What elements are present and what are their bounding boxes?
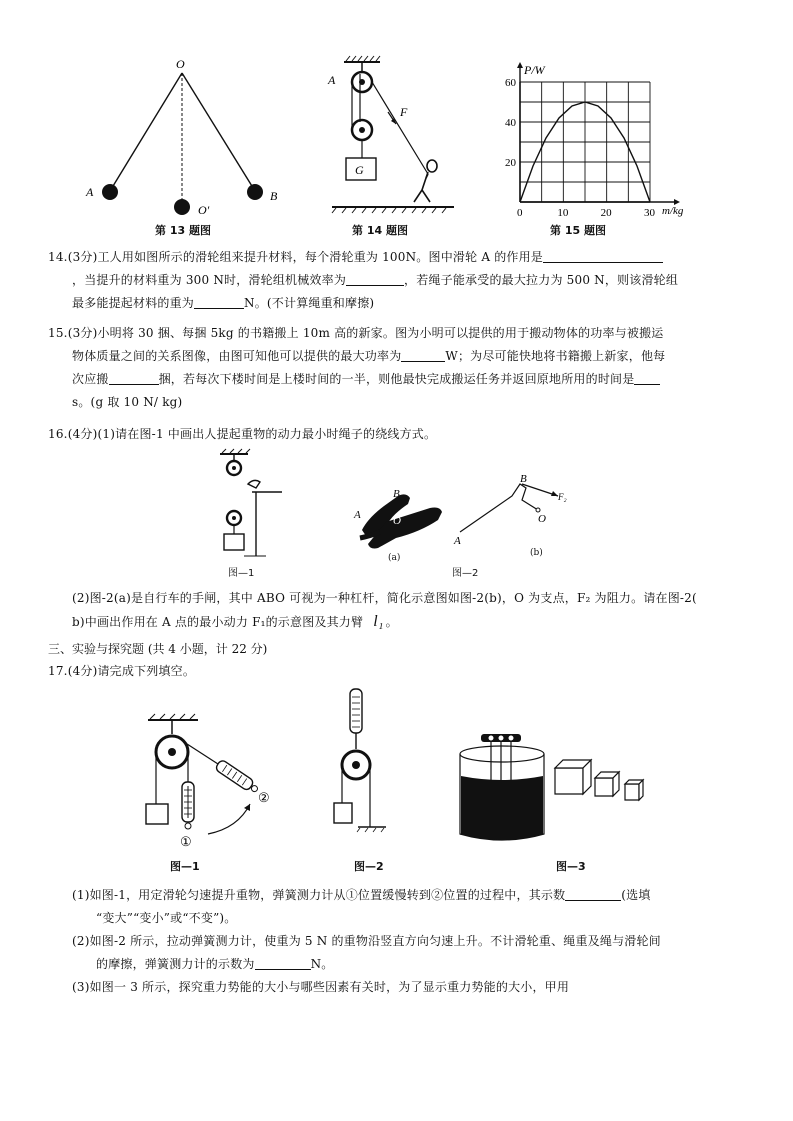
q14-blank1[interactable] — [543, 248, 663, 263]
sub-b: (b) — [530, 548, 543, 558]
label-o-a: O — [393, 515, 401, 527]
y-axis-label: P/W — [524, 63, 545, 77]
label-o: O — [176, 57, 185, 71]
caption-fig14: 第 14 题图 — [352, 224, 408, 237]
ball-a — [102, 184, 118, 200]
q17-p2-line2b: N。 — [310, 957, 334, 971]
label-f2: F₂ — [558, 492, 567, 502]
figure-16-1 — [210, 448, 290, 560]
q14-line3b: N。(不计算绳重和摩擦) — [244, 296, 375, 310]
caption-fig17-2: 图—2 — [354, 860, 384, 873]
cubes — [555, 760, 643, 800]
ball-b — [247, 184, 263, 200]
mark-2: ② — [258, 790, 270, 805]
figure-17-3 — [455, 728, 665, 848]
label-a: A — [86, 185, 94, 199]
mark-1: ① — [180, 834, 192, 849]
q14-line2b: ，若绳子能承受的最大拉力为 500 N，则该滑轮组 — [404, 273, 679, 287]
q17-number: 17. — [48, 664, 68, 678]
figure-17-1 — [138, 712, 288, 852]
figure-14-pulley — [322, 52, 462, 227]
q17-blank1[interactable] — [565, 886, 621, 901]
ball-o2 — [174, 199, 190, 215]
x-axis-label: m/kg — [662, 205, 684, 217]
q15-blank1[interactable] — [401, 347, 445, 362]
x-tick-label: 30 — [644, 207, 655, 219]
caption-fig15: 第 15 题图 — [550, 224, 606, 237]
q17-intro: (4分)请完成下列填空。 — [67, 664, 196, 678]
q16-part1: (4分)(1)请在图-1 中画出人提起重物的动力最小时绳子的绕线方式。 — [67, 427, 437, 441]
q15-line2b: W；为尽可能快地将书籍搬上新家，他每 — [445, 349, 666, 363]
y-tick-label: 20 — [505, 157, 516, 169]
caption-fig16-2: 图—2 — [452, 568, 479, 579]
q15-line4: s。(g 取 10 N/ kg) — [72, 395, 183, 409]
figure-13-pendulum — [70, 55, 290, 230]
q14-line3a: 最多能提起材料的重为 — [72, 296, 195, 310]
question-17-parts — [48, 884, 753, 999]
q15-blank3[interactable] — [634, 370, 660, 385]
question-14 — [48, 246, 753, 315]
q17-p1-line1b: (选填 — [621, 888, 651, 902]
q16-l1: l₁ — [373, 613, 384, 630]
q17-p1-line2: “变大”“变小”或“不变”)。 — [96, 911, 237, 925]
q14-line1: (3分)工人用如图所示的滑轮组来提升材料，每个滑轮重为 100N。图中滑轮 A 的作用是 — [67, 250, 544, 264]
question-17-intro — [48, 660, 753, 683]
label-b-b: B — [520, 473, 527, 485]
figure-16-2a-brake — [350, 478, 450, 554]
q15-line3a: 次应搬 — [72, 372, 109, 386]
section-3-title: 三、实验与探究题 (共 4 小题，计 22 分) — [48, 642, 268, 656]
q15-blank2[interactable] — [109, 370, 159, 385]
label-f: F — [400, 105, 408, 119]
figure-17-2 — [330, 685, 400, 835]
person-pulling — [414, 160, 437, 202]
q14-blank3[interactable] — [194, 294, 244, 309]
label-o-prime: O′ — [198, 203, 210, 217]
q16-number: 16. — [48, 427, 68, 441]
caption-fig17-1: 图—1 — [170, 860, 200, 873]
label-a-b: A — [454, 535, 461, 547]
q14-line2a: ，当提升的材料重为 300 N时，滑轮组机械效率为 — [72, 273, 347, 287]
y-tick-label: 40 — [505, 117, 516, 129]
q16-part2-line2a: b)中画出作用在 A 点的最小动力 F₁的示意图及其力臂 — [72, 615, 364, 629]
q15-line3b: 捆，若每次下楼时间是上楼时间的一半，则他最快完成搬运任务并返回原地所用的时间是 — [158, 372, 635, 386]
q15-line1: (3分)小明将 30 捆、每捆 5kg 的书籍搬上 10m 高的新家。图为小明可以提供的用于搬动物体的功率与被搬运 — [67, 326, 664, 340]
q17-p3-line1: (3)如图一 3 所示，探究重力势能的大小与哪些因素有关时，为了显示重力势能的大小，甲用 — [72, 980, 570, 994]
q14-number: 14. — [48, 250, 68, 264]
q14-blank2[interactable] — [346, 271, 404, 286]
y-axis-arrow — [517, 62, 523, 68]
y-tick-label: 60 — [505, 77, 516, 89]
caption-fig13: 第 13 题图 — [155, 224, 211, 237]
question-16 — [48, 423, 753, 446]
caption-fig16-1: 图—1 — [228, 568, 255, 579]
label-a-a: A — [354, 509, 361, 521]
label-b: B — [270, 189, 278, 203]
sub-a: (a) — [388, 553, 401, 563]
q17-p1-line1a: (1)如图-1，用定滑轮匀速提升重物，弹簧测力计从①位置缓慢转到②位置的过程中，其示数 — [72, 888, 566, 902]
caption-fig17-3: 图—3 — [556, 860, 586, 873]
label-b-a: B — [393, 488, 400, 500]
q17-p2-line2a: 的摩擦，弹簧测力计的示数为 — [96, 957, 255, 971]
question-15 — [48, 322, 753, 414]
x-tick-label: 0 — [517, 207, 523, 219]
x-tick-label: 10 — [557, 207, 569, 219]
label-g: G — [355, 163, 364, 177]
question-16-part2 — [48, 587, 753, 634]
q17-blank2[interactable] — [255, 955, 311, 970]
q15-number: 15. — [48, 326, 68, 340]
q17-p2-line1: (2)如图-2 所示，拉动弹簧测力计，使重为 5 N 的重物沿竖直方向匀速上升。不计滑轮重、绳重及绳与滑轮间 — [72, 934, 661, 948]
figure-15-chart — [498, 50, 718, 225]
label-a: A — [328, 73, 336, 87]
figure-16-2b-schematic — [450, 470, 570, 552]
x-tick-label: 20 — [600, 207, 612, 219]
q15-line2a: 物体质量之间的关系图像，由图可知他可以提供的最大功率为 — [72, 349, 402, 363]
q16-part2-line2b: 。 — [385, 615, 398, 629]
q16-part2-line1: (2)图-2(a)是自行车的手闸，其中 ABO 可视为一种杠杆，简化示意图如图-2(b)，O 为支点，F₂ 为阻力。请在图-2( — [72, 591, 697, 605]
label-o-b: O — [538, 513, 546, 525]
